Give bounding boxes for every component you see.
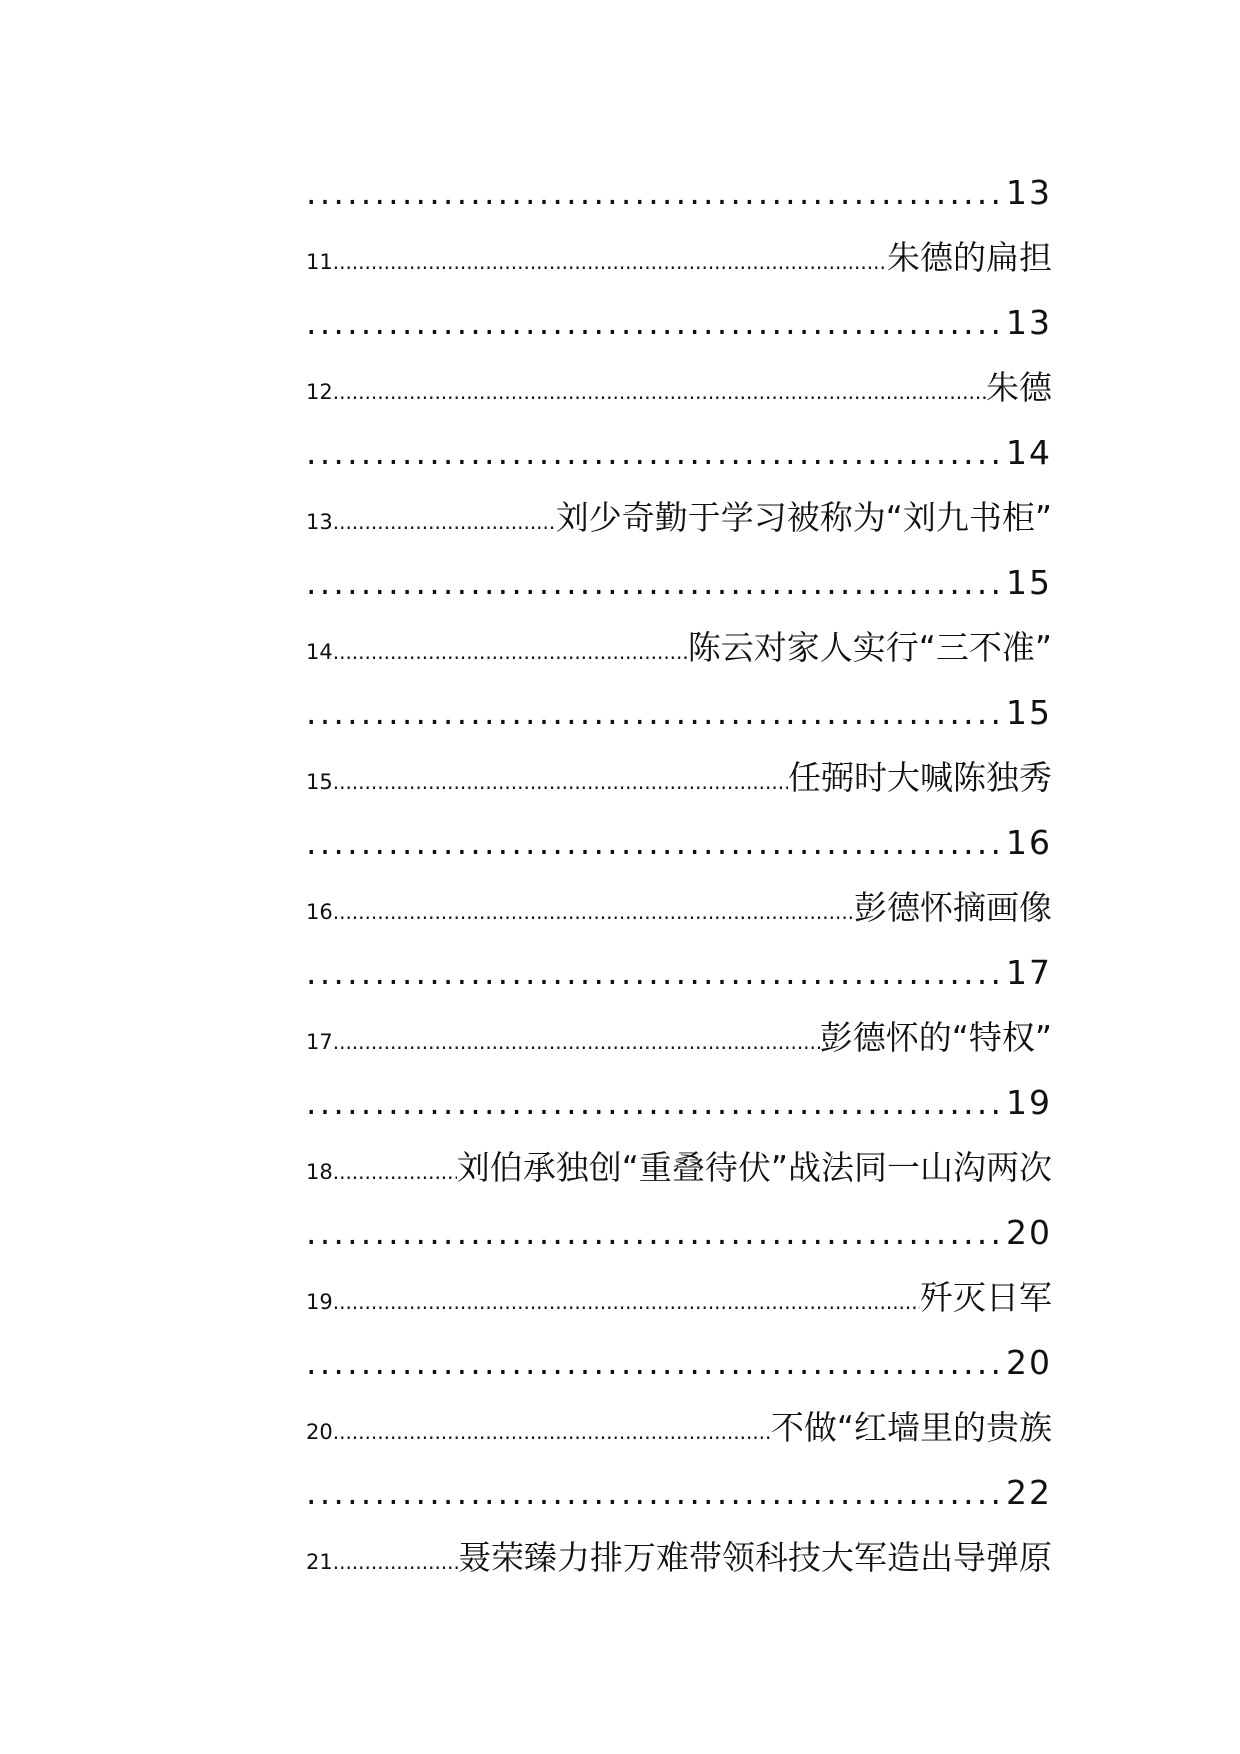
leader-dots: [306, 1460, 1006, 1525]
entry-title: 朱德的扁担: [887, 238, 1052, 277]
entry-title: 彭德怀的“特权”: [819, 1018, 1052, 1057]
page-number: 22: [1006, 1473, 1052, 1512]
page-number: 20: [1006, 1343, 1052, 1382]
toc-page-line: [306, 680, 1052, 745]
leader-dots: [306, 680, 1006, 745]
page-number: 13: [1006, 303, 1052, 342]
toc-entry[interactable]: [306, 485, 1052, 550]
leader-dots: [333, 1530, 458, 1590]
toc-page-line: [306, 550, 1052, 615]
toc-entry[interactable]: [306, 745, 1052, 810]
toc-page-line: [306, 940, 1052, 1005]
entry-number: 18: [306, 1160, 333, 1184]
leader-dots: [333, 1140, 457, 1200]
leader-dots: [333, 880, 854, 940]
toc-entry[interactable]: [306, 355, 1052, 420]
toc-entry[interactable]: [306, 1395, 1052, 1460]
entry-title: 任弼时大喊陈独秀: [788, 758, 1052, 797]
leader-dots: [333, 1270, 920, 1330]
page-number: 15: [1006, 563, 1052, 602]
page-number: 17: [1006, 953, 1052, 992]
entry-number: 11: [306, 250, 333, 274]
toc-page-line: [306, 1200, 1052, 1265]
entry-number: 14: [306, 640, 333, 664]
leader-dots: [333, 360, 986, 420]
leader-dots: [333, 750, 788, 810]
toc-page-line: [306, 420, 1052, 485]
toc-entry[interactable]: [306, 875, 1052, 940]
leader-dots: [306, 1200, 1006, 1265]
toc-entry[interactable]: [306, 615, 1052, 680]
toc-entry[interactable]: [306, 1525, 1052, 1590]
entry-number: 16: [306, 900, 333, 924]
table-of-contents: [306, 160, 1052, 1590]
entry-title: 陈云对家人实行“三不准”: [687, 628, 1052, 667]
entry-title: 聂荣臻力排万难带领科技大军造出导弹原: [458, 1538, 1052, 1577]
page-number: 19: [1006, 1083, 1052, 1122]
leader-dots: [333, 1400, 771, 1460]
toc-page-line: [306, 810, 1052, 875]
entry-number: 17: [306, 1030, 333, 1054]
entry-title: 不做“红墙里的贵族: [770, 1408, 1052, 1447]
entry-number: 20: [306, 1420, 333, 1444]
page-number: 15: [1006, 693, 1052, 732]
toc-page-line: [306, 290, 1052, 355]
leader-dots: [306, 290, 1006, 355]
toc-page-line: [306, 160, 1052, 225]
leader-dots: [306, 160, 1006, 225]
entry-title: 刘少奇勤于学习被称为“刘九书柜”: [555, 498, 1052, 537]
leader-dots: [306, 810, 1006, 875]
entry-title: 歼灭日军: [920, 1278, 1052, 1317]
leader-dots: [306, 550, 1006, 615]
entry-number: 19: [306, 1290, 333, 1314]
entry-number: 13: [306, 510, 333, 534]
leader-dots: [306, 940, 1006, 1005]
leader-dots: [333, 230, 887, 290]
toc-entry[interactable]: [306, 1005, 1052, 1070]
entry-number: 21: [306, 1550, 333, 1574]
entry-number: 15: [306, 770, 333, 794]
leader-dots: [306, 1070, 1006, 1135]
leader-dots: [333, 620, 688, 680]
toc-page-line: [306, 1070, 1052, 1135]
toc-page-line: [306, 1330, 1052, 1395]
leader-dots: [306, 420, 1006, 485]
page-number: 20: [1006, 1213, 1052, 1252]
toc-entry[interactable]: [306, 225, 1052, 290]
entry-title: 刘伯承独创“重叠待伏”战法同一山沟两次: [456, 1148, 1052, 1187]
toc-entry[interactable]: [306, 1135, 1052, 1200]
page-number: 14: [1006, 433, 1052, 472]
toc-page-line: [306, 1460, 1052, 1525]
entry-number: 12: [306, 380, 333, 404]
page-number: 13: [1006, 173, 1052, 212]
entry-title: 朱德: [986, 368, 1052, 407]
leader-dots: [306, 1330, 1006, 1395]
entry-title: 彭德怀摘画像: [854, 888, 1052, 927]
toc-entry[interactable]: [306, 1265, 1052, 1330]
leader-dots: [333, 490, 556, 550]
page-number: 16: [1006, 823, 1052, 862]
leader-dots: [333, 1010, 820, 1070]
